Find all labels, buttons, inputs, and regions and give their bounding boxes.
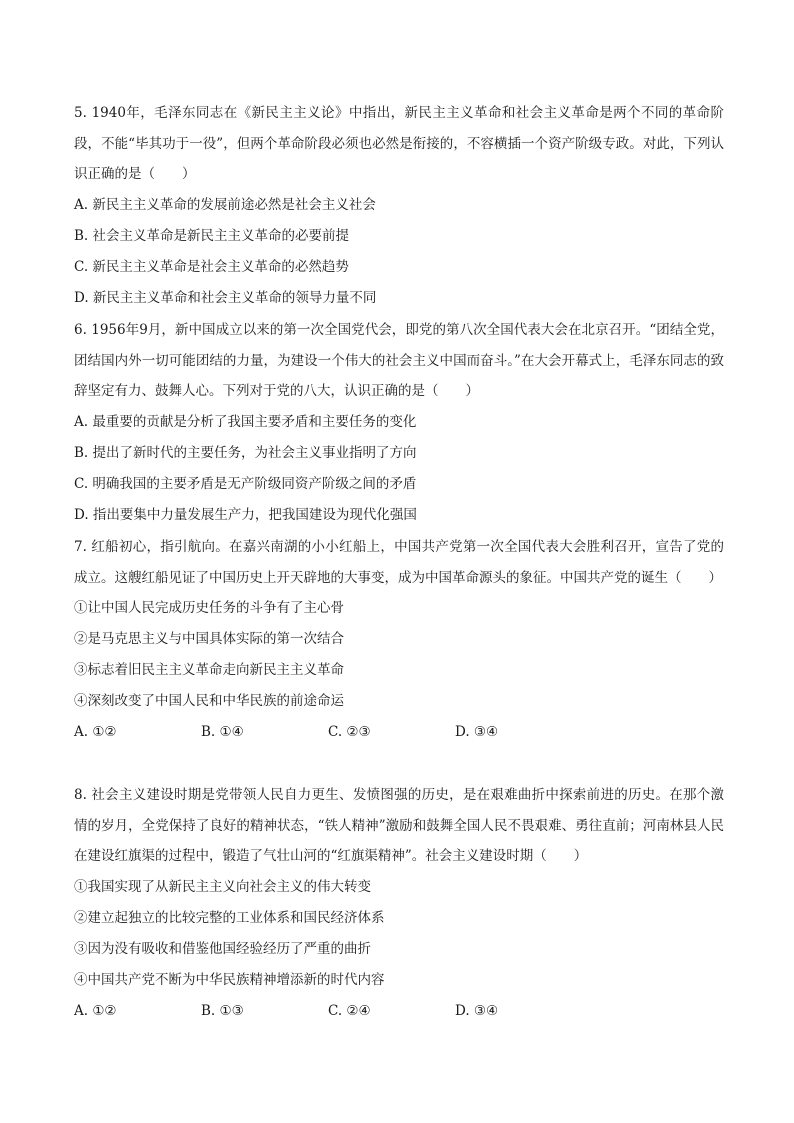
option-a: A. 最重要的贡献是分析了我国主要矛盾和主要任务的变化 (74, 413, 417, 430)
statement-4: ④深刻改变了中国人民和中华民族的前途命运 (74, 693, 344, 709)
choice-d: D. ③④ (455, 1002, 499, 1019)
option-b: B. 提出了新时代的主要任务，为社会主义事业指明了方向 (74, 444, 417, 461)
statement-1: ①让中国人民完成历史任务的斗争有了主心骨 (74, 600, 344, 616)
choice-a: A. ①② (74, 724, 117, 740)
choice-c: C. ②④ (328, 1002, 371, 1019)
statement-1: ①我国实现了从新民主主义向社会主义的伟大转变 (74, 878, 371, 895)
option-b: B. 社会主义革命是新民主主义革命的必要前提 (74, 227, 350, 244)
question-7 (74, 532, 724, 748)
question-8 (74, 780, 724, 1027)
statement-2: ②建立起独立的比较完整的工业体系和国民经济体系 (74, 909, 385, 926)
choice-d: D. ③④ (455, 724, 499, 740)
choice-row (74, 717, 724, 748)
choice-a: A. ①② (74, 1002, 117, 1019)
statement-3: ③因为没有吸收和借鉴他国经验经历了严重的曲折 (74, 940, 371, 957)
option-c: C. 明确我国的主要矛盾是无产阶级同资产阶级之间的矛盾 (74, 475, 417, 492)
statement-3: ③标志着旧民主主义革命走向新民主主义革命 (74, 662, 344, 678)
question-5 (74, 98, 724, 314)
choice-b: B. ①④ (201, 724, 244, 740)
question-stem: 8. 社会主义建设时期是党带领人民自力更生、发愤图强的历史，是在艰难曲折中探索前进的历史。在那个激情的岁月，全党保持了良好的精神状态，“铁人精神”激励和鼓舞全国人民不畏艰难、勇往直前；河南林县人民在建设红旗渠的过程中，锻造了气壮山河的“红旗渠精神”。社会主义建设时期（ ） (74, 787, 724, 864)
choice-c: C. ②③ (328, 724, 371, 740)
question-stem: 5. 1940年，毛泽东同志在《新民主主义论》中指出，新民主主义革命和社会主义革命是两个不同的革命阶段，不能“毕其功于一役”，但两个革命阶段必须也必然是衔接的，不容横插一个资产阶级专政。对此，下列认识正确的是（ ） (74, 105, 724, 182)
option-d: D. 新民主主义革命和社会主义革命的领导力量不同 (74, 289, 377, 306)
statement-2: ②是马克思主义与中国具体实际的第一次结合 (74, 631, 344, 647)
question-6 (74, 315, 724, 531)
question-stem: 7. 红船初心，指引航向。在嘉兴南湖的小小红船上，中国共产党第一次全国代表大会胜利召开，宣告了党的成立。这艘红船见证了中国历史上开天辟地的大事变，成为中国革命源头的象征。中国共产党的诞生（ ） (74, 539, 724, 586)
option-d: D. 指出要集中力量发展生产力，把我国建设为现代化强国 (74, 506, 417, 523)
choice-b: B. ①③ (201, 1002, 244, 1019)
choice-row (74, 996, 724, 1027)
question-stem: 6. 1956年9月，新中国成立以来的第一次全国党代会，即党的第八次全国代表大会在北京召开。“团结全党，团结国内外一切可能团结的力量，为建设一个伟大的社会主义中国而奋斗。”在大会开幕式上，毛泽东同志的致辞坚定有力、鼓舞人心。下列对于党的八大，认识正确的是（ ） (74, 322, 724, 399)
option-a: A. 新民主主义革命的发展前途必然是社会主义社会 (74, 196, 376, 213)
option-c: C. 新民主主义革命是社会主义革命的必然趋势 (74, 258, 349, 275)
statement-4: ④中国共产党不断为中华民族精神增添新的时代内容 (74, 971, 385, 988)
